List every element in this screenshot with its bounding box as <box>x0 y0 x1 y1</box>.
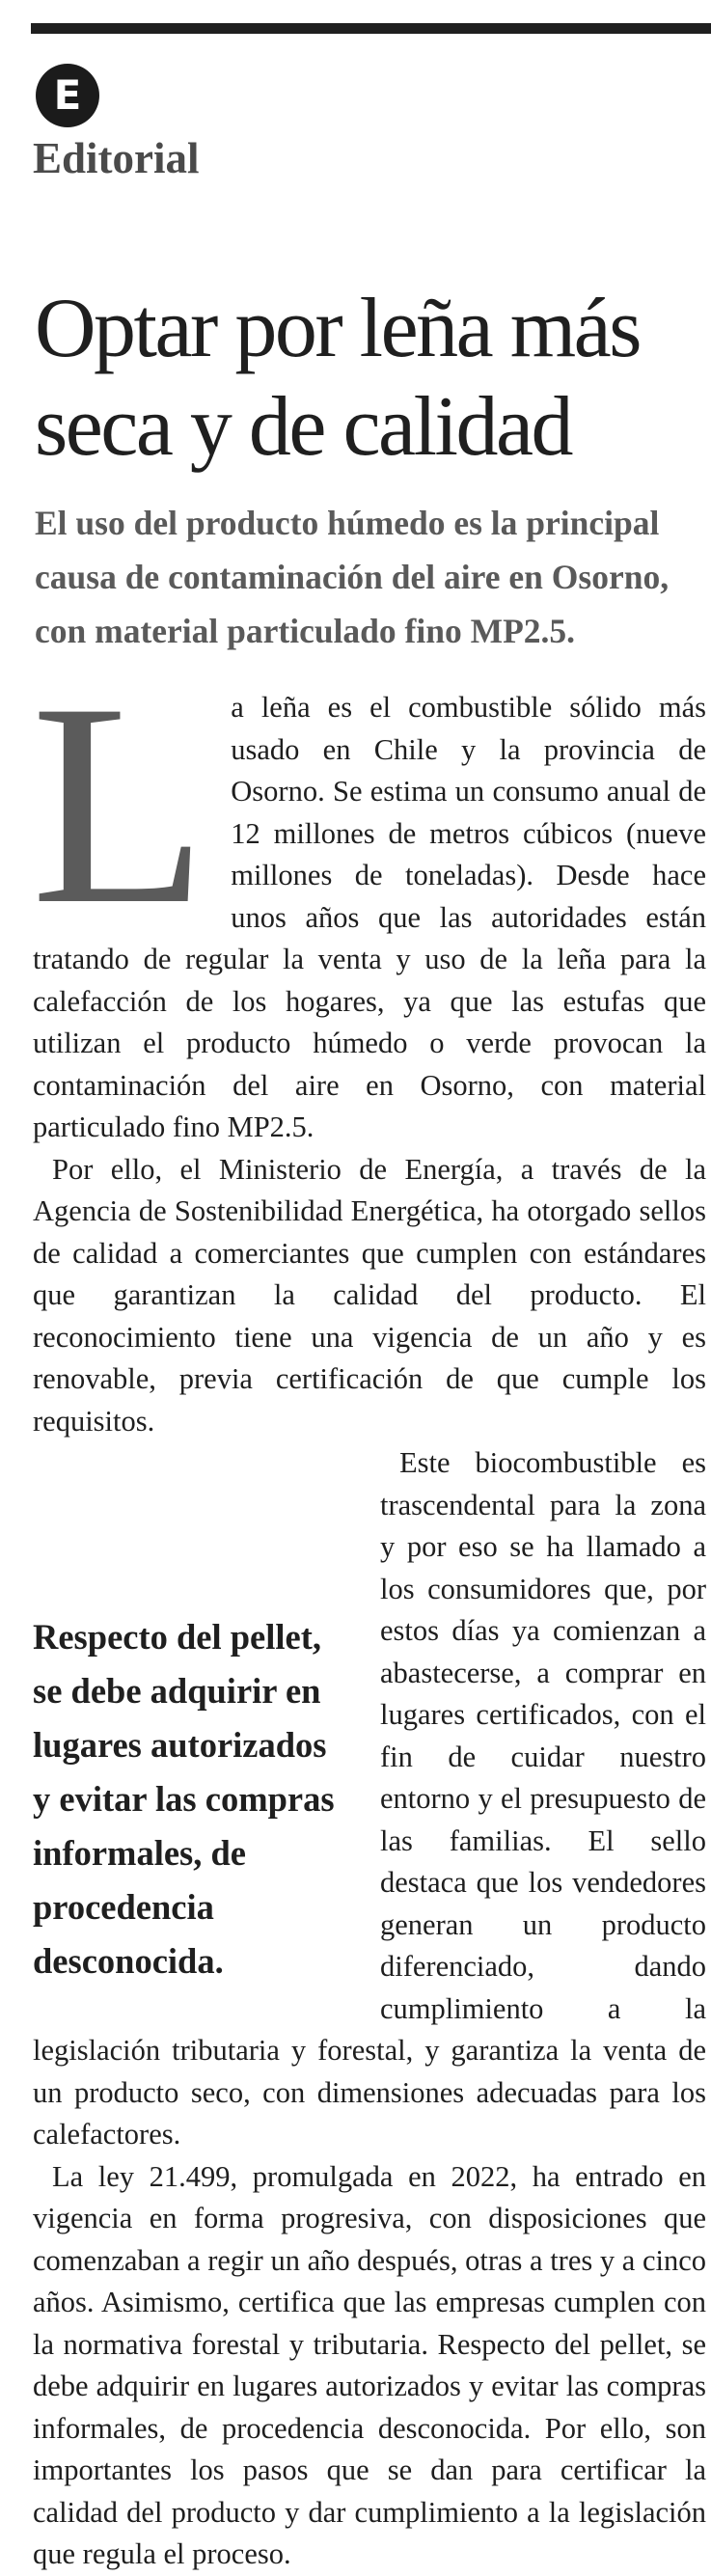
paragraph-1-text: a leña es el combustible sólido más usado en Chile y la provincia de Osorno. Se estima un consumo anual de 12 millones de metros cúbicos (nueve millones de toneladas). Desde hace unos años que las autoridades están tratando de regular la venta y uso de la leña para la calefacción de los hogares, ya que las estufas que utilizan el producto húmedo o verde provocan la contaminación del aire en Osorno, con material particulado fino MP2.5. <box>33 691 706 1143</box>
article-subheadline: El uso del producto húmedo es la principal causa de contaminación del aire en Osorno, con material particulado fino MP2.5. <box>35 504 670 650</box>
pull-quote-spacer <box>33 1442 380 1510</box>
paragraph-4: La ley 21.499, promulgada en 2022, ha entrado en vigencia en forma progresiva, con disposiciones que comenzaban a regir un año después, otras a tres y a cinco años. Asimismo, certifica que las empresas cumplen con la normativa forestal y tributaria. Respecto del pellet, se debe adquirir en lugares autorizados y evitar las compras informales, de procedencia desconocida. Por ello, son importantes los pasos que se dan para certificar la calidad del producto y dar cumplimiento a la legislación que regula el proceso. <box>33 2159 706 2570</box>
paragraph-2: Por ello, el Ministerio de Energía, a través de la Agencia de Sostenibilidad Energética, ha otorgado sellos de calidad a comerciantes que cumplen con estándares que garantizan la calidad del producto. El reconocimiento tiene una vigencia de un año y es renovable, previa certificación de que cumple los requisitos. <box>33 1152 706 1438</box>
pull-quote: Respecto del pellet, se debe adquirir en lugares autorizados y evitar las compras informales, de procedencia desconocida. <box>33 1617 335 1981</box>
paragraph-3-text: Este biocombustible es trascendental para la zona y por eso se ha llamado a los consumidores que, por estos días ya comienzan a abastecerse, a comprar en lugares certificados, con el fin de cuidar nuestro entorno y el presupuesto de las familias. El sello destaca que los vendedores generan un producto diferenciado, dando cumplimiento a la legislación tributaria y forestal, y garantiza la venta de un producto seco, con dimensiones adecuadas para los calefactores. <box>33 1446 706 2151</box>
article-body <box>31 644 706 2570</box>
paragraph-3 <box>33 1442 706 2156</box>
section-badge: E <box>36 64 99 127</box>
article-headline: Optar por leña más seca y de calidad <box>35 282 640 474</box>
section-label: Editorial <box>33 134 200 182</box>
top-rule <box>31 23 711 34</box>
drop-cap: L <box>31 644 208 964</box>
paragraph-1 <box>31 644 706 1149</box>
